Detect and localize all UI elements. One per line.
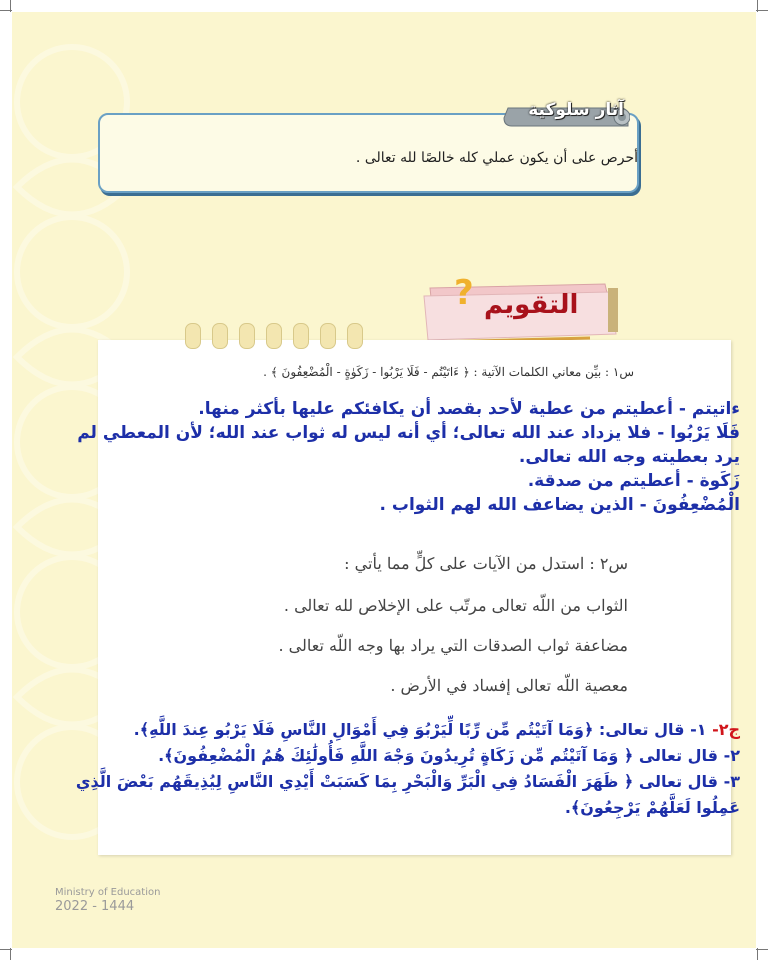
- answer-1-line: الْمُضْعِفُونَ - الذين يضاعف الله لهم الثواب .: [379, 495, 740, 515]
- evaluation-title: التقويم: [484, 290, 579, 320]
- notebook-ring: [212, 323, 228, 349]
- svg-text:?: ?: [454, 273, 474, 310]
- notebook-ring: [239, 323, 255, 349]
- notebook-ring: [185, 323, 201, 349]
- answer-2-line: عَمِلُوا لَعَلَّهُمْ يَرْجِعُونَ﴾.: [564, 798, 740, 817]
- behavioral-title: آثار سلوكية: [528, 100, 624, 120]
- question-2-item: معصية اللّه تعالى إفساد في الأرض .: [390, 676, 628, 695]
- notebook-ring: [320, 323, 336, 349]
- answer-1-line: يرد بعطيته وجه الله تعالى.: [518, 447, 740, 467]
- crop-mark: [10, 0, 11, 12]
- crop-mark: [757, 0, 758, 12]
- question-2-intro: س٢ : استدل من الآيات على كلٍّ مما يأتي :: [344, 554, 628, 573]
- answer-2-line: ٢- قال تعالى ﴿ وَمَا آتَيْتُم مِّن زَكَاةٍ تُرِيدُونَ وَجْهَ اللَّهِ فَأُولَٰئِكَ هُمُ الْمُضْعِفُونَ﴾.: [158, 746, 740, 765]
- notebook-ring: [347, 323, 363, 349]
- footer-year: 2022 - 1444: [55, 899, 135, 914]
- question-2-item: مضاعفة ثواب الصدقات التي يراد بها وجه اللّه تعالى .: [278, 636, 628, 655]
- behavioral-title-badge: [500, 100, 630, 134]
- crop-mark: [10, 948, 11, 960]
- answer-2-line: [50, 719, 740, 741]
- question-2-item: الثواب من اللّه تعالى مرتّب على الإخلاص لله تعالى .: [283, 596, 628, 615]
- footer-ministry: Ministry of Education: [55, 887, 161, 898]
- question-1: س١ : بيِّن معاني الكلمات الآتية : ﴿ ءَاتَيْتُم - فَلَا يَرْبُوا - زَكَوٰةٍ - الْمُضْعِفُونَ ﴾ .: [263, 365, 634, 379]
- behavioral-text: أحرص على أن يكون عملي كله خالصًا لله تعالى .: [355, 150, 638, 166]
- answer-1-line: زَكَوة - أعطيتم من صدقة.: [527, 471, 740, 491]
- answer-1-line: فَلَا يَرْبُوا - فلا يزداد عند الله تعالى؛ أي أنه ليس له ثواب عند الله؛ لأن المعطي لم: [77, 423, 740, 443]
- answer-1-line: ءاتيتم - أعطيتم من عطية لأحد بقصد أن يكافئكم عليها بأكثر منها.: [198, 399, 740, 419]
- answer-2-text: ١- قال تعالى: ﴿وَمَا آتَيْتُم مِّن رِّبًا لِّيَرْبُوَ فِي أَمْوَالِ النَّاسِ فَلَا يَرْبُو عِندَ اللَّهِ﴾.: [133, 720, 707, 739]
- answer-2-line: ٣- قال تعالى ﴿ ظَهَرَ الْفَسَادُ فِي الْبَرِّ وَالْبَحْرِ بِمَا كَسَبَتْ أَيْدِي النَّاسِ لِيُذِيقَهُم بَعْضَ الَّذِي: [75, 772, 740, 791]
- notebook-ring: [266, 323, 282, 349]
- answer-2-label: ج٢-: [712, 720, 740, 739]
- question-mark-icon: [450, 270, 480, 310]
- crop-mark: [757, 948, 758, 960]
- notebook-ring: [293, 323, 309, 349]
